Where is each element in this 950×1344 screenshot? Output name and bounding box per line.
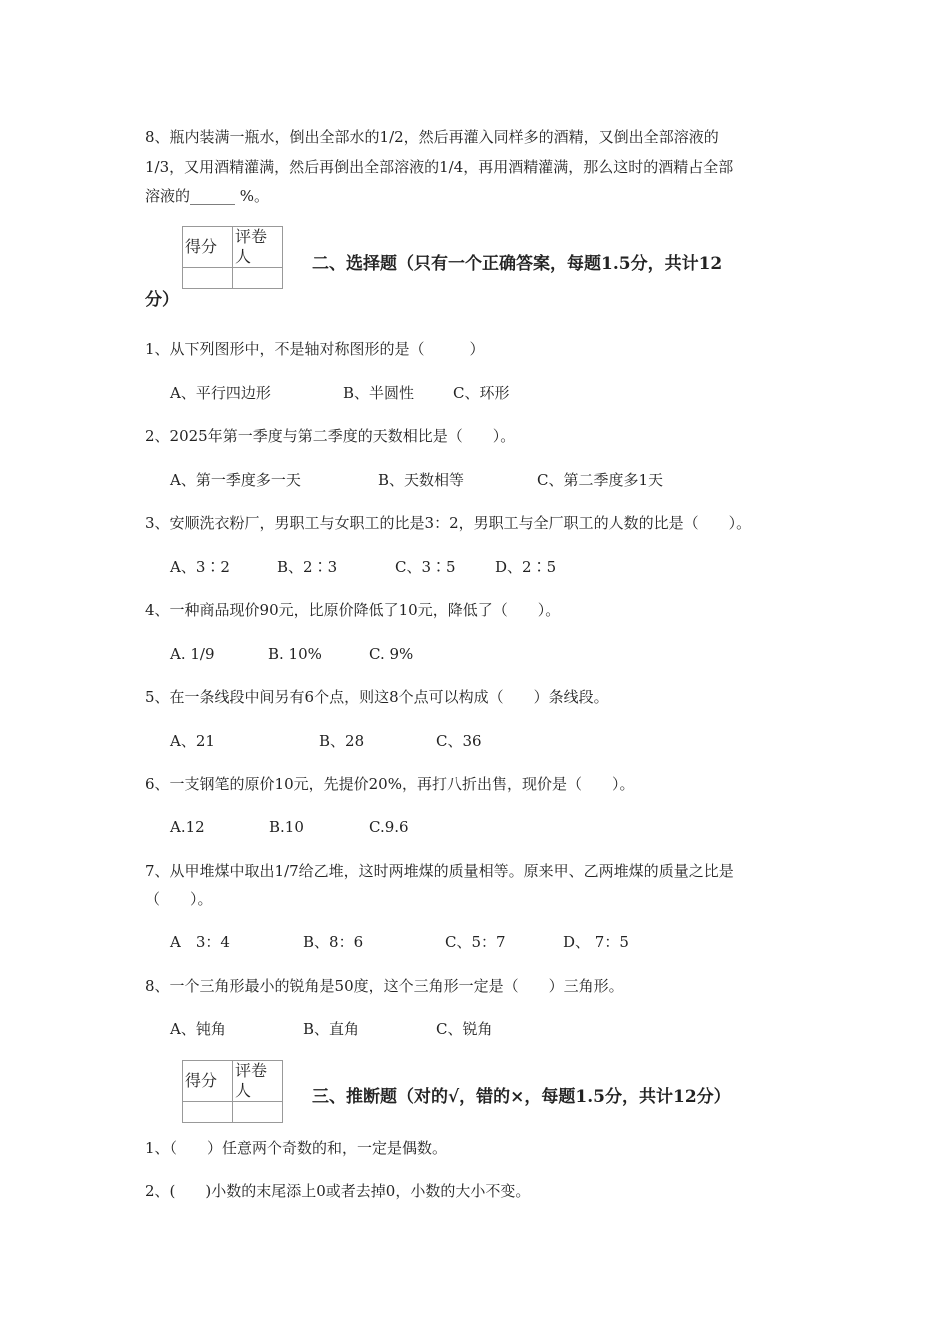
section-three-title: 三、推断题（对的√，错的×，每题1.5分，共计12分） bbox=[312, 1087, 731, 1107]
choice-question-2: 2、2025年第一季度与第二季度的天数相比是（ ）。 bbox=[145, 427, 516, 445]
option-b: B、半圆性 bbox=[343, 384, 415, 402]
option-b: B、直角 bbox=[303, 1020, 360, 1038]
option-c: C、第二季度多1天 bbox=[537, 471, 664, 489]
score-box-section-two bbox=[182, 226, 283, 289]
option-a: A.12 bbox=[170, 818, 205, 836]
option-a: A 3：4 bbox=[170, 933, 230, 951]
judge-question-2: 2、( )小数的末尾添上0或者去掉0，小数的大小不变。 bbox=[145, 1182, 531, 1200]
choice-question-7: 7、从甲堆煤中取出1/7给乙堆，这时两堆煤的质量相等。原来甲、乙两堆煤的质量之比是 bbox=[145, 862, 734, 880]
score-cell bbox=[183, 1102, 233, 1123]
grader-label: 评卷人 bbox=[233, 1061, 283, 1102]
option-a: A、21 bbox=[170, 732, 215, 750]
score-label: 得分 bbox=[183, 227, 233, 268]
option-d: D、2∶5 bbox=[495, 558, 557, 576]
fill-question-8-line-3: 溶液的______ %。 bbox=[145, 187, 270, 205]
option-a: A、第一季度多一天 bbox=[170, 471, 301, 489]
option-a: A、钝角 bbox=[170, 1020, 226, 1038]
choice-question-6: 6、一支钢笔的原价10元，先提价20%，再打八折出售，现价是（ ）。 bbox=[145, 775, 635, 793]
option-b: B. 10% bbox=[268, 645, 322, 663]
choice-question-8: 8、一个三角形最小的锐角是50度，这个三角形一定是（ ）三角形。 bbox=[145, 977, 624, 995]
grader-cell bbox=[233, 1102, 283, 1123]
choice-question-7-cont: （ ）。 bbox=[145, 890, 213, 908]
fill-question-8-line-1: 8、瓶内装满一瓶水，倒出全部水的1/2，然后再灌入同样多的酒精，又倒出全部溶液的 bbox=[145, 128, 719, 146]
score-cell bbox=[183, 268, 233, 289]
score-box-section-three bbox=[182, 1060, 283, 1123]
choice-question-1: 1、从下列图形中，不是轴对称图形的是（ ） bbox=[145, 340, 485, 358]
section-two-title: 二、选择题（只有一个正确答案，每题1.5分，共计12 bbox=[312, 254, 723, 274]
option-d: D、 7：5 bbox=[563, 933, 629, 951]
choice-question-5: 5、在一条线段中间另有6个点，则这8个点可以构成（ ）条线段。 bbox=[145, 688, 609, 706]
option-c: C、3∶5 bbox=[395, 558, 456, 576]
score-label: 得分 bbox=[183, 1061, 233, 1102]
option-c: C、36 bbox=[436, 732, 482, 750]
grader-cell bbox=[233, 268, 283, 289]
option-b: B、天数相等 bbox=[378, 471, 465, 489]
option-c: C. 9% bbox=[369, 645, 414, 663]
option-c: C、锐角 bbox=[436, 1020, 493, 1038]
option-a: A. 1/9 bbox=[170, 645, 215, 663]
choice-question-3: 3、安顺洗衣粉厂，男职工与女职工的比是3：2，男职工与全厂职工的人数的比是（ ）。 bbox=[145, 514, 752, 532]
option-a: A、平行四边形 bbox=[170, 384, 271, 402]
option-b: B、2∶3 bbox=[277, 558, 338, 576]
option-b: B、8：6 bbox=[303, 933, 364, 951]
option-c: C.9.6 bbox=[369, 818, 409, 836]
option-b: B、28 bbox=[319, 732, 365, 750]
fill-question-8-line-2: 1/3，又用酒精灌满，然后再倒出全部溶液的1/4，再用酒精灌满，那么这时的酒精占全部 bbox=[145, 158, 734, 176]
option-c: C、环形 bbox=[453, 384, 510, 402]
option-b: B.10 bbox=[269, 818, 304, 836]
choice-question-4: 4、一种商品现价90元，比原价降低了10元，降低了（ ）。 bbox=[145, 601, 561, 619]
section-two-title-cont: 分） bbox=[145, 290, 179, 310]
judge-question-1: 1、（ ）任意两个奇数的和，一定是偶数。 bbox=[145, 1139, 448, 1157]
option-a: A、3∶2 bbox=[170, 558, 230, 576]
grader-label: 评卷人 bbox=[233, 227, 283, 268]
option-c: C、5：7 bbox=[445, 933, 506, 951]
